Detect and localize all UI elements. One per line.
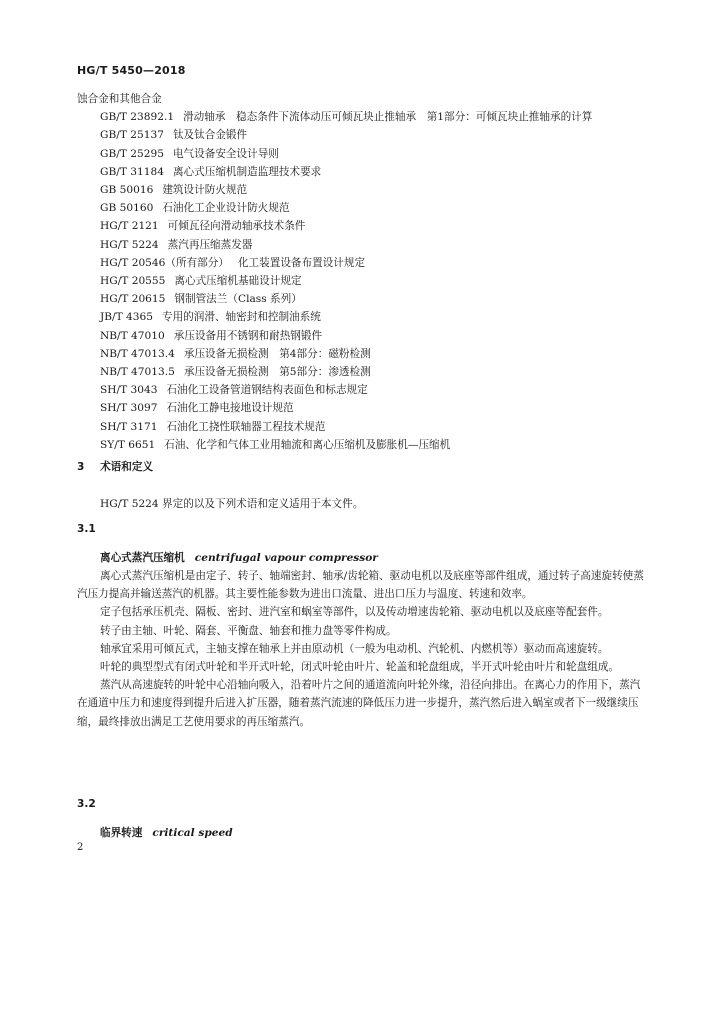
reference-title: 石油化工静电接地设计规范 xyxy=(166,402,294,415)
reference-code: HG/T 20555 xyxy=(100,275,166,288)
reference-title: 石油化工挠性联轴器工程技术规范 xyxy=(166,420,326,433)
reference-title: 石油、化学和气体工业用轴流和离心压缩机及膨胀机—压缩机 xyxy=(164,438,451,451)
definition-paragraph: 离心式蒸汽压缩机是由定子、转子、轴端密封、轴承/齿轮箱、驱动电机以及底座等部件组成，通过转子高速旋转使蒸汽压力提高并输送蒸汽的机器。其主要性能参数为进出口流量、进出口压力与温度、转速和效率。 xyxy=(77,570,644,601)
reference-title: 离心式压缩机基础设计规定 xyxy=(174,275,302,288)
clause-3-2-term xyxy=(100,825,233,840)
reference-title: 承压设备无损检测 第4部分：磁粉检测 xyxy=(183,347,371,360)
clause-3-1-number xyxy=(77,523,96,535)
reference-item xyxy=(77,272,649,290)
definition-paragraph: 叶轮的典型型式有闭式叶轮和半开式叶轮，闭式叶轮由叶片、轮盖和轮盘组成，半开式叶轮由叶片和轮盘组成。 xyxy=(100,661,620,674)
reference-code: JB/T 4365 xyxy=(100,311,153,324)
reference-title: 石油化工企业设计防火规范 xyxy=(162,202,290,215)
reference-code: SH/T 3043 xyxy=(100,384,158,397)
reference-item xyxy=(77,254,649,272)
reference-code: GB/T 23892.1 xyxy=(100,111,175,124)
definition-paragraph: 轴承宜采用可倾瓦式，主轴支撑在轴承上并由原动机（一般为电动机、汽轮机、内燃机等）驱动而高速旋转。 xyxy=(100,642,609,655)
clause-number: 3.1 xyxy=(77,523,96,535)
reference-code: GB/T 25295 xyxy=(100,147,164,160)
reference-code: HG/T 20615 xyxy=(100,293,166,306)
reference-title: 专用的润滑、轴密封和控制油系统 xyxy=(162,311,321,324)
reference-item xyxy=(77,236,649,254)
definition-paragraph: 转子由主轴、叶轮、隔套、平衡盘、轴套和推力盘等零件构成。 xyxy=(100,624,397,637)
reference-code: HG/T 2121 xyxy=(100,220,159,233)
reference-code: NB/T 47013.4 xyxy=(100,347,175,360)
reference-title: 化工装置设备布置设计规定 xyxy=(237,256,366,269)
term-english: centrifugal vapour compressor xyxy=(194,552,378,564)
section-3-intro xyxy=(77,495,647,513)
reference-item xyxy=(77,381,649,399)
definition-paragraph: 定子包括承压机壳、隔板、密封、进汽室和蜗室等部件，以及传动增速齿轮箱、驱动电机以及底座等配套件。 xyxy=(100,606,609,619)
reference-code: HG/T 5224 xyxy=(100,238,159,251)
reference-item xyxy=(77,418,649,436)
section-title: 术语和定义 xyxy=(100,461,154,473)
reference-item xyxy=(77,308,649,326)
reference-item xyxy=(77,126,649,144)
reference-code: NB/T 47010 xyxy=(100,329,165,342)
intro-paragraph: HG/T 5224 界定的以及下列术语和定义适用于本文件。 xyxy=(100,498,364,510)
reference-item xyxy=(77,290,649,308)
reference-code: NB/T 47013.5 xyxy=(100,366,175,379)
section-3-heading xyxy=(77,459,153,474)
reference-code: SY/T 6651 xyxy=(100,438,156,451)
reference-code: GB/T 31184 xyxy=(100,165,164,178)
reference-item xyxy=(77,399,649,417)
reference-item xyxy=(77,217,649,235)
clause-number: 3.2 xyxy=(77,798,96,810)
reference-code: GB 50160 xyxy=(100,202,154,215)
reference-title: 承压设备无损检测 第5部分：渗透检测 xyxy=(183,366,371,379)
reference-item xyxy=(77,145,649,163)
definition-paragraph: 蒸汽从高速旋转的叶轮中心沿轴向吸入，沿着叶片之间的通道流向叶轮外缘，沿径向排出。在离心力的作用下，蒸汽在通道中压力和速度得到提升后进入扩压器，随着蒸汽流速的降低压力进一步提升，蒸汽然后进入蜗室或者下一级继续压缩，最终排放出满足工艺使用要求的再压缩蒸汽。 xyxy=(77,679,641,728)
reference-code: GB/T 25137 xyxy=(100,129,164,142)
reference-title: 钛及钛合金锻件 xyxy=(172,129,248,142)
section-number: 3 xyxy=(77,461,85,473)
reference-title: 滑动轴承 稳态条件下流体动压可倾瓦块止推轴承 第1部分：可倾瓦块止推轴承的计算 xyxy=(183,111,593,124)
reference-code: SH/T 3171 xyxy=(100,420,158,433)
reference-item xyxy=(77,363,649,381)
reference-item xyxy=(77,436,649,454)
reference-code: HG/T 20546（所有部分） xyxy=(100,256,229,269)
reference-title: 建筑设计防火规范 xyxy=(162,184,248,197)
reference-title: 石油化工设备管道钢结构表面色和标志规定 xyxy=(166,384,368,397)
reference-item xyxy=(77,199,649,217)
reference-continuation-line: 蚀合金和其他合金 xyxy=(77,93,162,105)
reference-code: GB 50016 xyxy=(100,184,154,197)
reference-item xyxy=(77,327,649,345)
reference-items xyxy=(77,108,649,454)
reference-code: SH/T 3097 xyxy=(100,402,158,415)
reference-title: 蒸汽再压缩蒸发器 xyxy=(167,238,253,251)
page-number: 2 xyxy=(77,842,84,853)
term-chinese: 临界转速 xyxy=(100,827,143,839)
clause-3-1-term xyxy=(100,550,378,565)
reference-title: 电气设备安全设计导则 xyxy=(172,147,279,160)
normative-references-list xyxy=(77,90,649,454)
reference-title: 承压设备用不锈钢和耐热钢锻件 xyxy=(173,329,323,342)
reference-item xyxy=(77,163,649,181)
term-english: critical speed xyxy=(152,827,233,839)
clause-3-2-number xyxy=(77,798,96,810)
reference-item xyxy=(77,181,649,199)
standard-code-header: HG/T 5450—2018 xyxy=(77,64,186,77)
reference-title: 可倾瓦径向滑动轴承技术条件 xyxy=(167,220,306,233)
reference-title: 钢制管法兰（Class 系列） xyxy=(174,293,302,306)
clause-3-1-definition xyxy=(77,567,647,731)
term-chinese: 离心式蒸汽压缩机 xyxy=(100,552,185,564)
reference-title: 离心式压缩机制造监理技术要求 xyxy=(172,165,322,178)
reference-item xyxy=(77,108,649,126)
reference-item xyxy=(77,345,649,363)
